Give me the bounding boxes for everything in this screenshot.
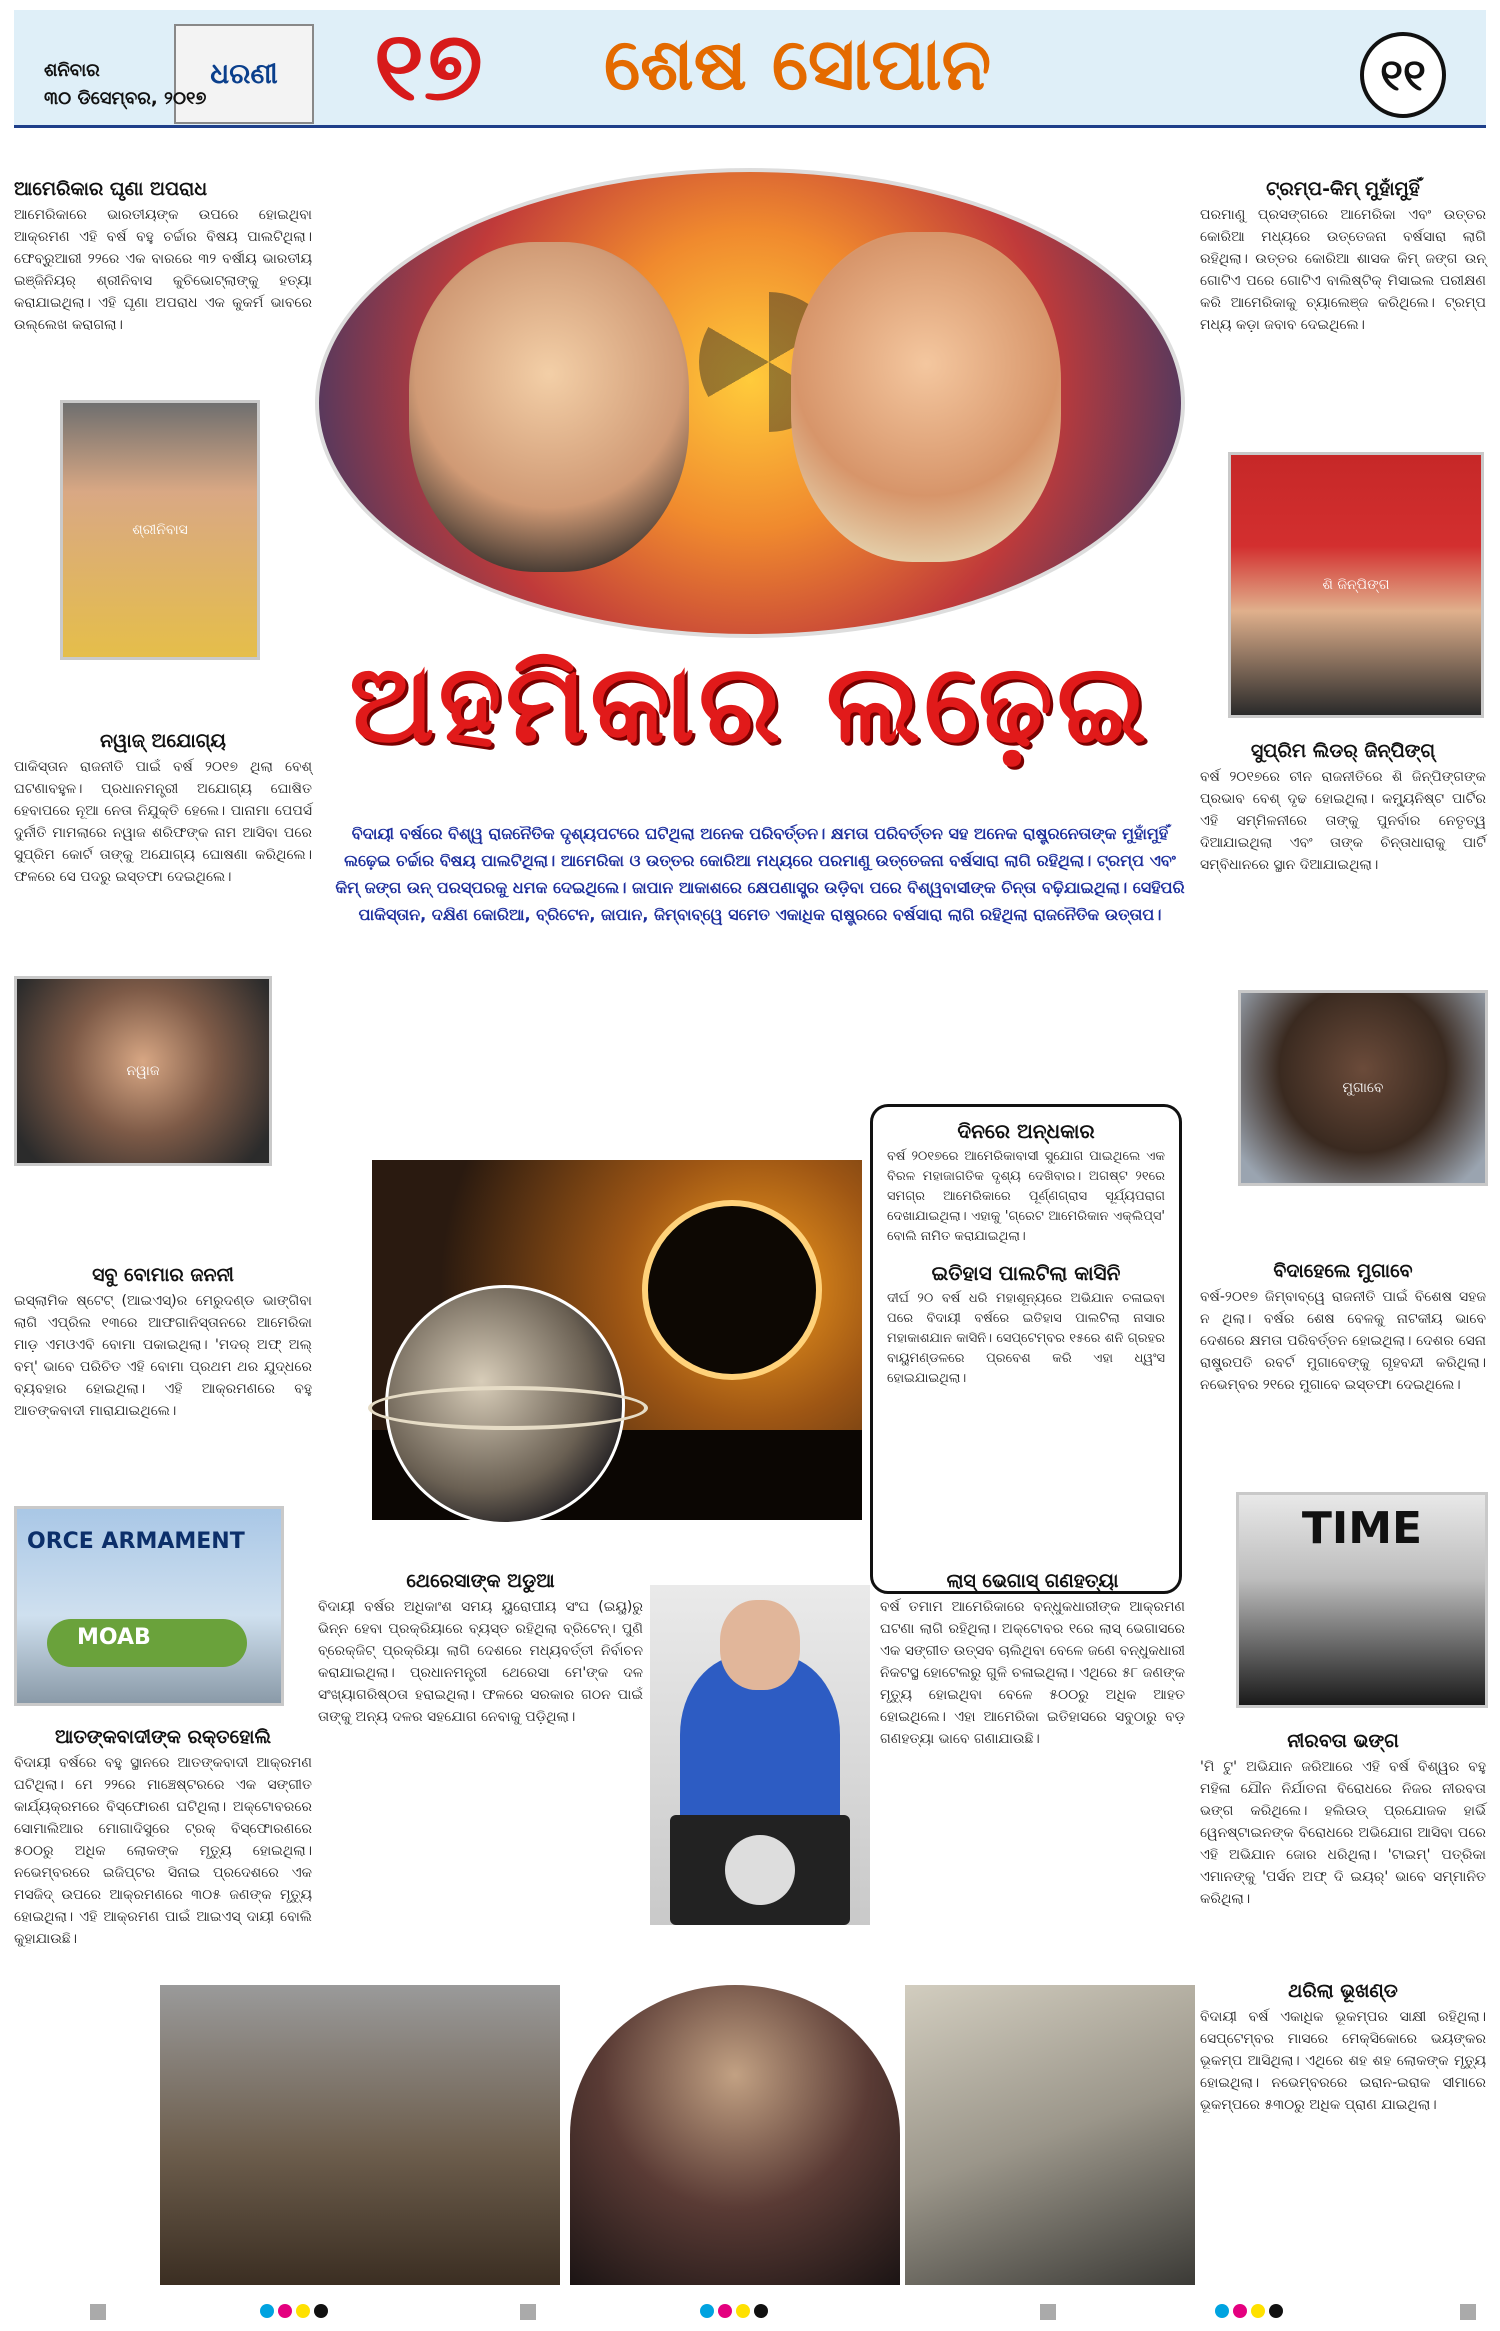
article-body: ଆମେରିକାରେ ଭାରତୀୟଙ୍କ ଉପରେ ହୋଇଥିବା ଆକ୍ରମଣ ଏହି ବର୍ଷ ବହୁ ଚର୍ଚ୍ଚାର ବିଷୟ ପାଲଟିଥିଲା। ଫେବ୍ରୁଆରୀ ୨୨ରେ ଏକ ବାରରେ ୩୨ ବର୍ଷୀୟ ଭାରତୀୟ ଇଞ୍ଜିନିୟର୍ ଶ୍ରୀନିବାସ କୁଚିଭୋଟ୍ଲାଙ୍କୁ ହତ୍ୟା କରାଯାଇଥିଲା। ଏହି ଘୃଣା ଅପରାଧ ଏକ କୁକର୍ମ ଭାବରେ ଉଲ୍ଲେଖ କରାଗଲା। <box>14 207 312 333</box>
color-registration <box>1215 2304 1283 2318</box>
article-title: ବିଦାହେଲେ ମୁଗାବେ <box>1273 1260 1413 1282</box>
article-theresa <box>318 1570 643 1728</box>
main-headline: ଅହମିକାର ଲଢ଼େଇ <box>349 642 1151 767</box>
print-registration-marks <box>0 2300 1500 2324</box>
figure-head <box>720 1600 800 1690</box>
intro-paragraph: ବିଦାୟୀ ବର୍ଷରେ ବିଶ୍ୱ ରାଜନୈତିକ ଦୃଶ୍ୟପଟରେ ଘଟିଥିଲା ଅନେକ ପରିବର୍ତ୍ତନ। କ୍ଷମତା ପରିବର୍ତ୍ତନ ସହ ଅନେକ ରାଷ୍ଟ୍ରନେତାଙ୍କ ମୁହାଁମୁହିଁ ଲଢ଼େଇ ଚର୍ଚ୍ଚାର ବିଷୟ ପାଲଟିଥିଲା। ଆମେରିକା ଓ ଉତ୍ତର କୋରିଆ ମଧ୍ୟରେ ପରମାଣୁ ଉତ୍ତେଜନା ବର୍ଷସାରା ଲାଗି ରହିଥିଲା। ଟ୍ରମ୍ପ ଏବଂ କିମ୍ ଜଙ୍ଗ ଉନ୍ ପରସ୍ପରକୁ ଧମକ ଦେଇଥିଲେ। ଜାପାନ ଆକାଶରେ କ୍ଷେପଣାସ୍ତ୍ର ଉଡ଼ିବା ପରେ ବିଶ୍ୱବାସୀଙ୍କ ଚିନ୍ତା ବଢ଼ିଯାଇଥିଲା। ସେହିପରି ପାକିସ୍ତାନ, ଦକ୍ଷିଣ କୋରିଆ, ବ୍ରିଟେନ, ଜାପାନ, ଜିମ୍ବାବ୍ୱେ ସମେତ ଏକାଧିକ ରାଷ୍ଟ୍ରରେ ବର୍ଷସାରା ଲାଗି ରହିଥିଲା ରାଜନୈତିକ ଉତ୍ତାପ। <box>335 824 1185 924</box>
article-body: ପରମାଣୁ ପ୍ରସଙ୍ଗରେ ଆମେରିକା ଏବଂ ଉତ୍ତର କୋରିଆ ମଧ୍ୟରେ ଉତ୍ତେଜନା ବର୍ଷସାରା ଲାଗି ରହିଥିଲା। ଉତ୍ତର କୋରିଆ ଶାସକ କିମ୍ ଜଙ୍ଗ ଉନ୍ ଗୋଟିଏ ପରେ ଗୋଟିଏ ବାଲିଷ୍ଟିକ୍ ମିସାଇଲ ପରୀକ୍ଷଣ କରି ଆମେରିକାକୁ ଚ୍ୟାଲେଞ୍ଜ କରିଥିଲେ। ଟ୍ରମ୍ପ ମଧ୍ୟ କଡ଼ା ଜବାବ ଦେଇଥିଲେ। <box>1200 207 1486 333</box>
article-title: ଦିନରେ ଅନ୍ଧକାର <box>957 1119 1095 1143</box>
article-title: ଆମେରିକାର ଘୃଣା ଅପରାଧ <box>14 178 208 200</box>
year-number: ୧୭ <box>374 10 483 122</box>
article-title: ସବୁ ବୋମାର ଜନନୀ <box>92 1264 234 1286</box>
article-nawaz <box>14 730 312 888</box>
article-trump-kim <box>1200 178 1486 336</box>
article-moab <box>14 1264 312 1422</box>
color-registration <box>700 2304 768 2318</box>
photo-nawaz: ନୱାଜ <box>14 976 272 1166</box>
photo-las-vegas-crowd <box>570 1985 900 2285</box>
article-las-vegas <box>880 1570 1185 1750</box>
article-body: 'ମି ଟୁ' ଅଭିଯାନ ଜରିଆରେ ଏହି ବର୍ଷ ବିଶ୍ୱର ବହୁ ମହିଳା ଯୌନ ନିର୍ଯାତନା ବିରୋଧରେ ନିଜର ନୀରବତା ଭଙ୍ଗ କରିଥିଲେ। ହଲିଉଡ୍ ପ୍ରଯୋଜକ ହାର୍ଭି ୱେନଷ୍ଟାଇନଙ୍କ ବିରୋଧରେ ଅଭିଯୋଗ ଆସିବା ପରେ ଏହି ଅଭିଯାନ ଜୋର ଧରିଥିଲା। 'ଟାଇମ୍' ପତ୍ରିକା ଏମାନଙ୍କୁ 'ପର୍ସନ ଅଫ୍ ଦି ଇୟର୍' ଭାବେ ସମ୍ମାନିତ କରିଥିଲା। <box>1200 1759 1486 1907</box>
photo-kuchibhotla: ଶ୍ରୀନିବାସ <box>60 400 260 660</box>
saturn-ring <box>368 1386 648 1430</box>
issue-day: ଶନିବାର <box>44 60 100 81</box>
article-xi <box>1200 740 1486 876</box>
photo-saturn-cassini <box>385 1285 625 1525</box>
trump-portrait <box>791 232 1061 562</box>
article-body: ବର୍ଷ-୨୦୧୭ ଜିମ୍ବାବ୍ୱେ ରାଜନୀତି ପାଇଁ ବିଶେଷ ସହଜ ନ ଥିଲା। ବର୍ଷର ଶେଷ ବେଳକୁ ନାଟକୀୟ ଭାବେ ଦେଶରେ କ୍ଷମତା ପରିବର୍ତ୍ତନ ହୋଇଥିଲା। ଦେଶର ସେନା ରାଷ୍ଟ୍ରପତି ରବର୍ଟ ମୁଗାବେଙ୍କୁ ଗୃହବନ୍ଦୀ କରିଥିଲା। ନଭେମ୍ବର ୨୧ରେ ମୁଗାବେ ଇସ୍ତଫା ଦେଇଥିଲେ। <box>1200 1289 1486 1393</box>
moab-label: MOAB <box>77 1625 151 1650</box>
article-body: ବିଦାୟୀ ବର୍ଷରେ ବହୁ ସ୍ଥାନରେ ଆତଙ୍କବାଦୀ ଆକ୍ରମଣ ଘଟିଥିଲା। ମେ ୨୨ରେ ମାଞ୍ଚେଷ୍ଟରରେ ଏକ ସଙ୍ଗୀତ କାର୍ଯ୍ୟକ୍ରମରେ ବିସ୍ଫୋରଣ ଘଟିଥିଲା। ଅକ୍ଟୋବରରେ ସୋମାଲିଆର ମୋଗାଦିସୁରେ ଟ୍ରକ୍ ବିସ୍ଫୋରଣରେ ୫୦୦ରୁ ଅଧିକ ଲୋକଙ୍କ ମୃତ୍ୟୁ ହୋଇଥିଲା। ନଭେମ୍ବରରେ ଇଜିପ୍ଟର ସିନାଇ ପ୍ରଦେଶରେ ଏକ ମସଜିଦ୍ ଉପରେ ଆକ୍ରମଣରେ ୩୦୫ ଜଣଙ୍କ ମୃତ୍ୟୁ ହୋଇଥିଲା। ଏହି ଆକ୍ରମଣ ପାଇଁ ଆଇଏସ୍ ଦାୟୀ ବୋଲି କୁହାଯାଉଛି। <box>14 1755 312 1947</box>
article-body: ବର୍ଷ ୨୦୧୭ରେ ଚୀନ ରାଜନୀତିରେ ଶି ଜିନ୍‌ପିଙ୍ଗଙ୍କ ପ୍ରଭାବ ବେଶ୍ ଦୃଢ ହୋଇଥିଲା। କମ୍ୟୁନିଷ୍ଟ ପାର୍ଟିର ଏହି ସମ୍ମିଳନୀରେ ତାଙ୍କୁ ପୁନର୍ବାର ନେତୃତ୍ୱ ଦିଆଯାଇଥିଲା ଏବଂ ତାଙ୍କ ଚିନ୍ତାଧାରାକୁ ପାର୍ଟି ସମ୍ବିଧାନରେ ସ୍ଥାନ ଦିଆଯାଇଥିଲା। <box>1200 769 1486 873</box>
article-title: ଆତଙ୍କବାଦୀଙ୍କ ରକ୍ତହୋଲି <box>54 1726 272 1748</box>
gray-block <box>90 2304 106 2320</box>
article-body: ବର୍ଷ ୨୦୧୭ରେ ଆମେରିକାବାସୀ ସୁଯୋଗ ପାଇଥିଲେ ଏକ ବିରଳ ମହାଜାଗତିକ ଦୃଶ୍ୟ ଦେଖିବାର। ଅଗଷ୍ଟ ୨୧ରେ ସମଗ୍ର ଆମେରିକାରେ ପୂର୍ଣ୍ଣଗ୍ରାସ ସୂର୍ଯ୍ୟପରାଗ ଦେଖାଯାଇଥିଲା। ଏହାକୁ 'ଗ୍ରେଟ ଆମେରିକାନ ଏକ୍ଲିପ୍ସ' ବୋଲି ନାମିତ କରାଯାଇଥିଲା। <box>887 1149 1165 1244</box>
page-number: ୧୧ <box>1360 32 1446 118</box>
article-hate-crime <box>14 178 312 336</box>
masthead <box>14 10 1486 128</box>
article-title: ନୱାଜ୍ ଅଯୋଗ୍ୟ <box>100 730 226 752</box>
article-title: ଇତିହାସ ପାଲଟିଲା କାସିନି <box>931 1261 1121 1285</box>
photo-earthquake-building <box>905 1985 1195 2285</box>
newspaper-logo: ଧରଣୀ <box>174 24 314 124</box>
article-title: ଥରିଲା ଭୂଖଣ୍ଡ <box>1288 1980 1398 2002</box>
hero-image-trump-kim <box>315 168 1185 638</box>
photo-mugabe: ମୁଗାବେ <box>1238 990 1488 1186</box>
article-metoo <box>1200 1730 1486 1910</box>
article-body: ପାକିସ୍ତାନ ରାଜନୀତି ପାଇଁ ବର୍ଷ ୨୦୧୭ ଥିଲା ବେଶ୍ ଘଟଣାବହୁଳ। ପ୍ରଧାନମନ୍ତ୍ରୀ ଅଯୋଗ୍ୟ ଘୋଷିତ ହେବାପରେ ନୂଆ ନେତା ନିଯୁକ୍ତି ହେଲେ। ପାନାମା ପେପର୍ସ ଦୁର୍ନୀତି ମାମଲାରେ ନୱାଜ ଶରିଫଙ୍କ ନାମ ଆସିବା ପରେ ସୁପ୍ରିମ କୋର୍ଟ ତାଙ୍କୁ ଅଯୋଗ୍ୟ ଘୋଷଣା କରିଥିଲେ। ଫଳରେ ସେ ପଦରୁ ଇସ୍ତଫା ଦେଇଥିଲେ। <box>14 759 312 885</box>
article-title: ସୁପ୍ରିମ ଲିଡର୍ ଜିନ୍‌ପିଙ୍ଗ୍ <box>1250 740 1436 762</box>
sidebox-space <box>870 1104 1182 1594</box>
gray-block <box>520 2304 536 2320</box>
article-mugabe <box>1200 1260 1486 1396</box>
gray-block <box>1460 2304 1476 2320</box>
photo-terror-blast <box>160 1985 560 2285</box>
article-body: ଇସ୍‌ଲାମିକ ଷ୍ଟେଟ୍ (ଆଇଏସ୍)ର ମେରୁଦଣ୍ଡ ଭାଙ୍ଗିବା ଲାଗି ଏପ୍ରିଲ ୧୩ରେ ଆଫଗାନିସ୍ତାନରେ ଆମେରିକା ମାଡ଼ ଏମଓଏବି ବୋମା ପକାଇଥିଲା। 'ମଦର୍ ଅଫ୍ ଅଲ୍ ବମ୍' ଭାବେ ପରିଚିତ ଏହି ବୋମା ପ୍ରଥମ ଥର ଯୁଦ୍ଧରେ ବ୍ୟବହାର ହୋଇଥିଲା। ଏହି ଆକ୍ରମଣରେ ବହୁ ଆତଙ୍କବାଦୀ ମାରାଯାଇଥିଲେ। <box>14 1293 312 1419</box>
article-terror <box>14 1726 312 1950</box>
eclipse-sun <box>642 1200 822 1380</box>
article-body: ବିଦାୟୀ ବର୍ଷର ଅଧିକାଂଶ ସମୟ ୟୁରୋପୀୟ ସଂଘ (ଇୟୁ)ରୁ ଭିନ୍ନ ହେବା ପ୍ରକ୍ରିୟାରେ ବ୍ୟସ୍ତ ରହିଥିଲା ବ୍ରିଟେନ୍। ପୁଣି ବ୍ରେକ୍‌ଜିଟ୍ ପ୍ରକ୍ରିୟା ଲାଗି ଦେଶରେ ମଧ୍ୟବର୍ତ୍ତୀ ନିର୍ବାଚନ କରାଯାଇଥିଲା। ପ୍ରଧାନମନ୍ତ୍ରୀ ଥେରେସା ମେ'ଙ୍କ ଦଳ ସଂଖ୍ୟାଗରିଷ୍ଠତା ହରାଇଥିଲା। ଫଳରେ ସରକାର ଗଠନ ପାଇଁ ତାଙ୍କୁ ଅନ୍ୟ ଦଳର ସହଯୋଗ ନେବାକୁ ପଡ଼ିଥିଲା। <box>318 1599 643 1725</box>
article-body: ବର୍ଷ ତମାମ ଆମେରିକାରେ ବନ୍ଧୁକଧାରୀଙ୍କ ଆକ୍ରମଣ ଘଟଣା ଲାଗି ରହିଥିଲା। ଅକ୍ଟୋବର ୧ରେ ଲାସ୍ ଭେଗାସରେ ଏକ ସଙ୍ଗୀତ ଉତ୍ସବ ଚାଲିଥିବା ବେଳେ ଜଣେ ବନ୍ଧୁକଧାରୀ ନିକଟସ୍ଥ ହୋଟେଲରୁ ଗୁଳି ଚଳାଇଥିଲା। ଏଥିରେ ୫୮ ଜଣଙ୍କ ମୃତ୍ୟୁ ହୋଇଥିବା ବେଳେ ୫୦୦ରୁ ଅଧିକ ଆହତ ହୋଇଥିଲେ। ଏହା ଆମେରିକା ଇତିହାସରେ ସବୁଠାରୁ ବଡ଼ ଗଣହତ୍ୟା ଭାବେ ଗଣାଯାଉଛି। <box>880 1599 1185 1747</box>
podium <box>670 1815 850 1925</box>
kim-portrait <box>409 242 689 572</box>
article-title: ନୀରବତା ଭଙ୍ଗ <box>1287 1730 1399 1752</box>
article-title: ଥେରେସାଙ୍କ ଅଡୁଆ <box>406 1570 555 1592</box>
time-magazine-label: TIME <box>1301 1503 1423 1554</box>
article-body: ଦୀର୍ଘ ୨୦ ବର୍ଷ ଧରି ମହାଶୂନ୍ୟରେ ଅଭିଯାନ ଚଳାଇବା ପରେ ବିଦାୟୀ ବର୍ଷରେ ଇତିହାସ ପାଲଟିଲା ନାସାର ମହାକାଶଯାନ କାସିନି। ସେପ୍ଟେମ୍ବର ୧୫ରେ ଶନି ଗ୍ରହର ବାୟୁମଣ୍ଡଳରେ ପ୍ରବେଶ କରି ଏହା ଧ୍ୱଂସ ହୋଇଯାଇଥିଲା। <box>887 1291 1165 1386</box>
gray-block <box>1040 2304 1056 2320</box>
article-title: ଟ୍ରମ୍ପ-କିମ୍ ମୁହାଁମୁହିଁ <box>1266 178 1420 200</box>
article-body: ବିଦାୟୀ ବର୍ଷ ଏକାଧିକ ଭୂକମ୍ପର ସାକ୍ଷୀ ରହିଥିଲା। ସେପ୍ଟେମ୍ବର ମାସରେ ମେକ୍ସିକୋରେ ଭୟଙ୍କର ଭୂକମ୍ପ ଆସିଥିଲା। ଏଥିରେ ଶହ ଶହ ଲୋକଙ୍କ ମୃତ୍ୟୁ ହୋଇଥିଲା। ନଭେମ୍ବରରେ ଇରାନ-ଇରାକ ସୀମାରେ ଭୂକମ୍ପରେ ୫୩୦ରୁ ଅଧିକ ପ୍ରାଣ ଯାଇଥିଲା। <box>1200 2009 1486 2113</box>
photo-moab <box>14 1506 284 1706</box>
article-earthquake <box>1200 1980 1486 2116</box>
color-registration <box>260 2304 328 2318</box>
issue-date: ୩୦ ଡିସେମ୍ବର, ୨୦୧୭ <box>44 88 207 109</box>
photo-time-silence-breakers <box>1236 1492 1488 1708</box>
section-title: ଶେଷ ସୋପାନ <box>604 22 992 106</box>
article-title: ଲାସ୍ ଭେଗାସ୍ ଗଣହତ୍ୟା <box>946 1570 1119 1592</box>
photo-theresa-may <box>650 1585 870 1925</box>
photo-xi-jinping: ଶି ଜିନ୍‌ପିଙ୍ଗ <box>1228 452 1484 718</box>
royal-seal-icon <box>725 1835 795 1905</box>
moab-sign: ORCE ARMAMENT <box>27 1529 245 1554</box>
